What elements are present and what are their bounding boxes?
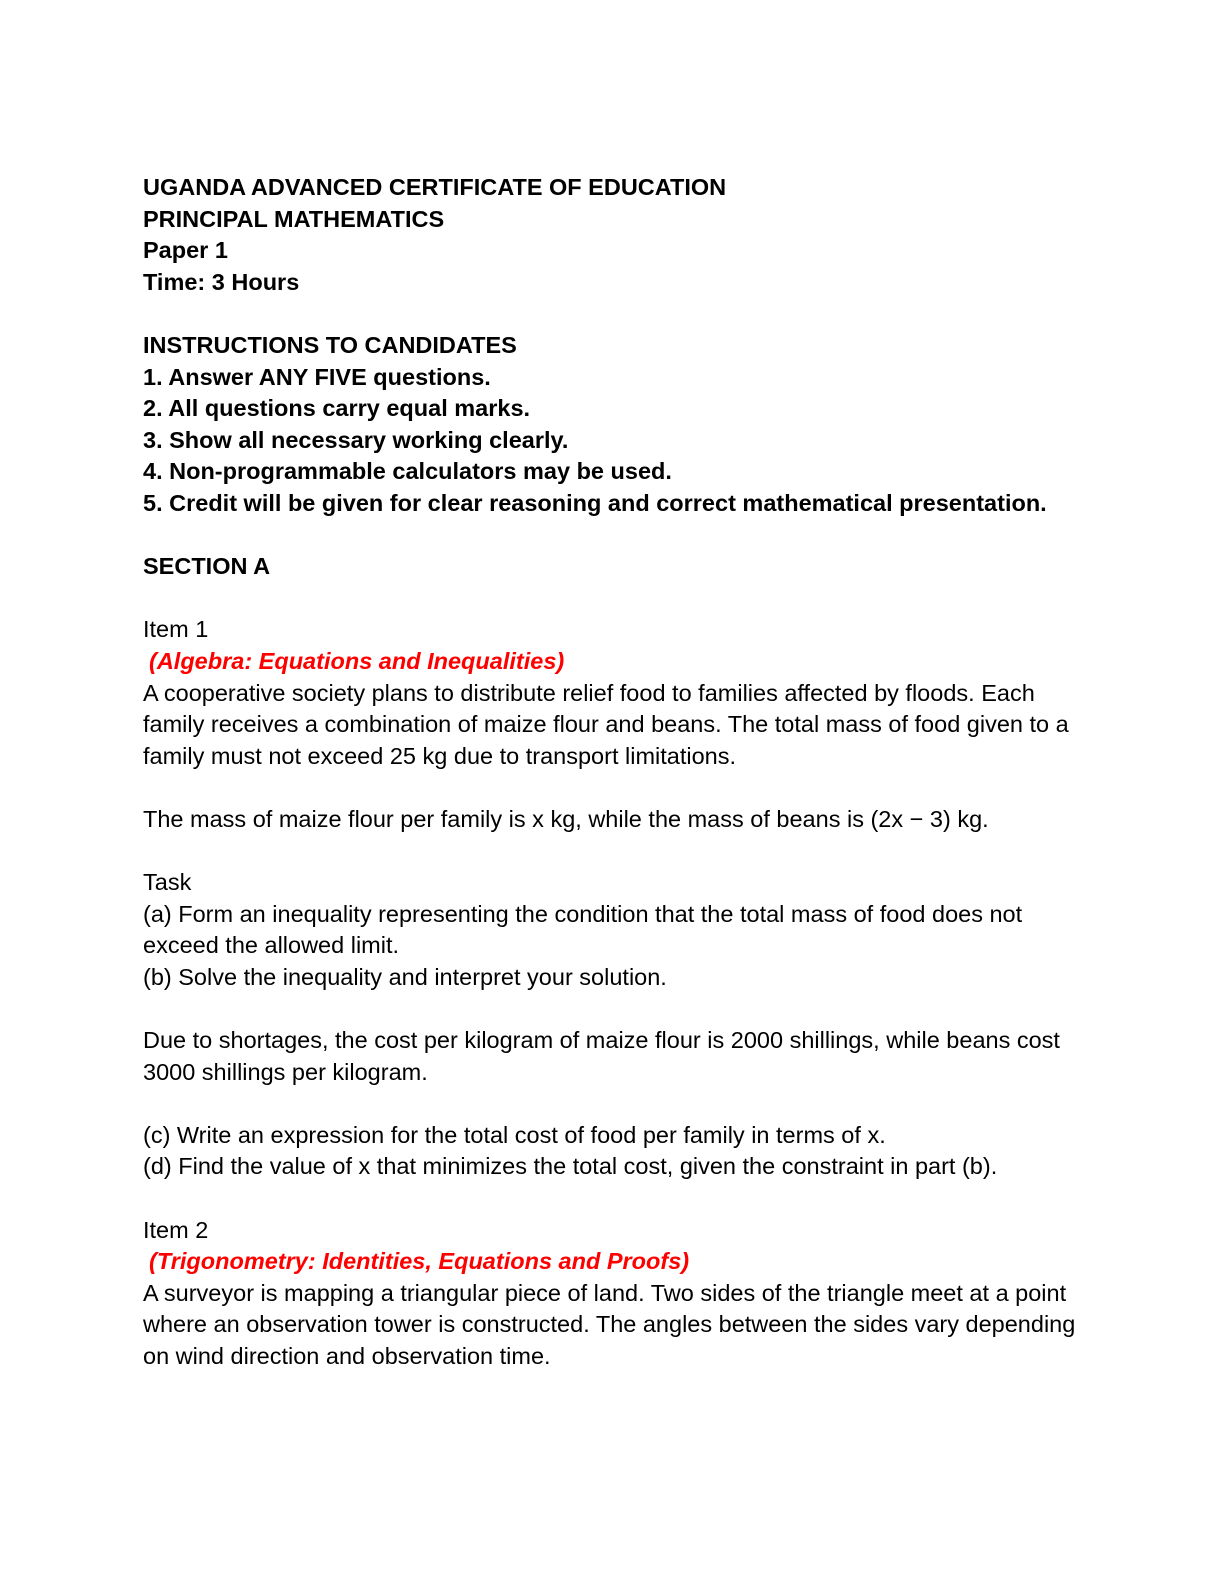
instruction-item: 3. Show all necessary working clearly.	[143, 426, 569, 453]
subject-title: PRINCIPAL MATHEMATICS	[143, 205, 445, 232]
item1-masses: The mass of maize flour per family is x kg, while the mass of beans is (2x − 3) kg.	[143, 805, 989, 832]
item1-part-c: (c) Write an expression for the total cost of food per family in terms of x.	[143, 1121, 886, 1148]
exam-page	[143, 172, 1083, 1373]
item1-part-d: (d) Find the value of x that minimizes the total cost, given the constraint in part (b).	[143, 1153, 998, 1180]
item1-label: Item 1	[143, 616, 209, 643]
instruction-item: 4. Non-programmable calculators may be used.	[143, 458, 672, 485]
spacer	[143, 1088, 1083, 1120]
item1-task-label: Task	[143, 869, 192, 896]
spacer	[143, 520, 1083, 552]
spacer	[143, 772, 1083, 804]
item1-costs: Due to shortages, the cost per kilogram of maize flour is 2000 shillings, while beans cost 3000 shillings per kilogram.	[143, 1027, 1060, 1085]
exam-body-title: UGANDA ADVANCED CERTIFICATE OF EDUCATION	[143, 174, 727, 200]
section-heading: SECTION A	[143, 553, 271, 580]
paper-number: Paper 1	[143, 237, 228, 264]
time-allowed: Time: 3 Hours	[143, 268, 300, 295]
item1-part-b: (b) Solve the inequality and interpret your solution.	[143, 963, 667, 990]
item2-label: Item 2	[143, 1216, 209, 1243]
spacer	[143, 993, 1083, 1025]
spacer	[143, 1183, 1083, 1215]
spacer	[143, 583, 1083, 615]
item1-part-a: (a) Form an inequality representing the condition that the total mass of food does not exceed the allowed limit.	[143, 900, 1023, 959]
instruction-item: 5. Credit will be given for clear reasoning and correct mathematical presentation.	[143, 489, 1047, 516]
spacer	[143, 835, 1083, 867]
item2-intro: A surveyor is mapping a triangular piece of land. Two sides of the triangle meet at a point where an observation tower is constructed. The angles between the sides vary depending on wind direction and observation time.	[143, 1279, 1076, 1369]
instruction-item: 2. All questions carry equal marks.	[143, 395, 531, 422]
item2-topic: (Trigonometry: Identities, Equations and Proofs)	[149, 1248, 690, 1275]
instruction-item: 1. Answer ANY FIVE questions.	[143, 363, 491, 390]
spacer	[143, 298, 1083, 330]
item1-topic: (Algebra: Equations and Inequalities)	[149, 647, 565, 674]
item1-intro: A cooperative society plans to distribute relief food to families affected by floods. Each family receives a combination of maize flour and beans. The total mass of food given to a family must not exceed 25 kg due to transport limitations.	[143, 679, 1069, 769]
instructions-heading: INSTRUCTIONS TO CANDIDATES	[143, 331, 517, 358]
